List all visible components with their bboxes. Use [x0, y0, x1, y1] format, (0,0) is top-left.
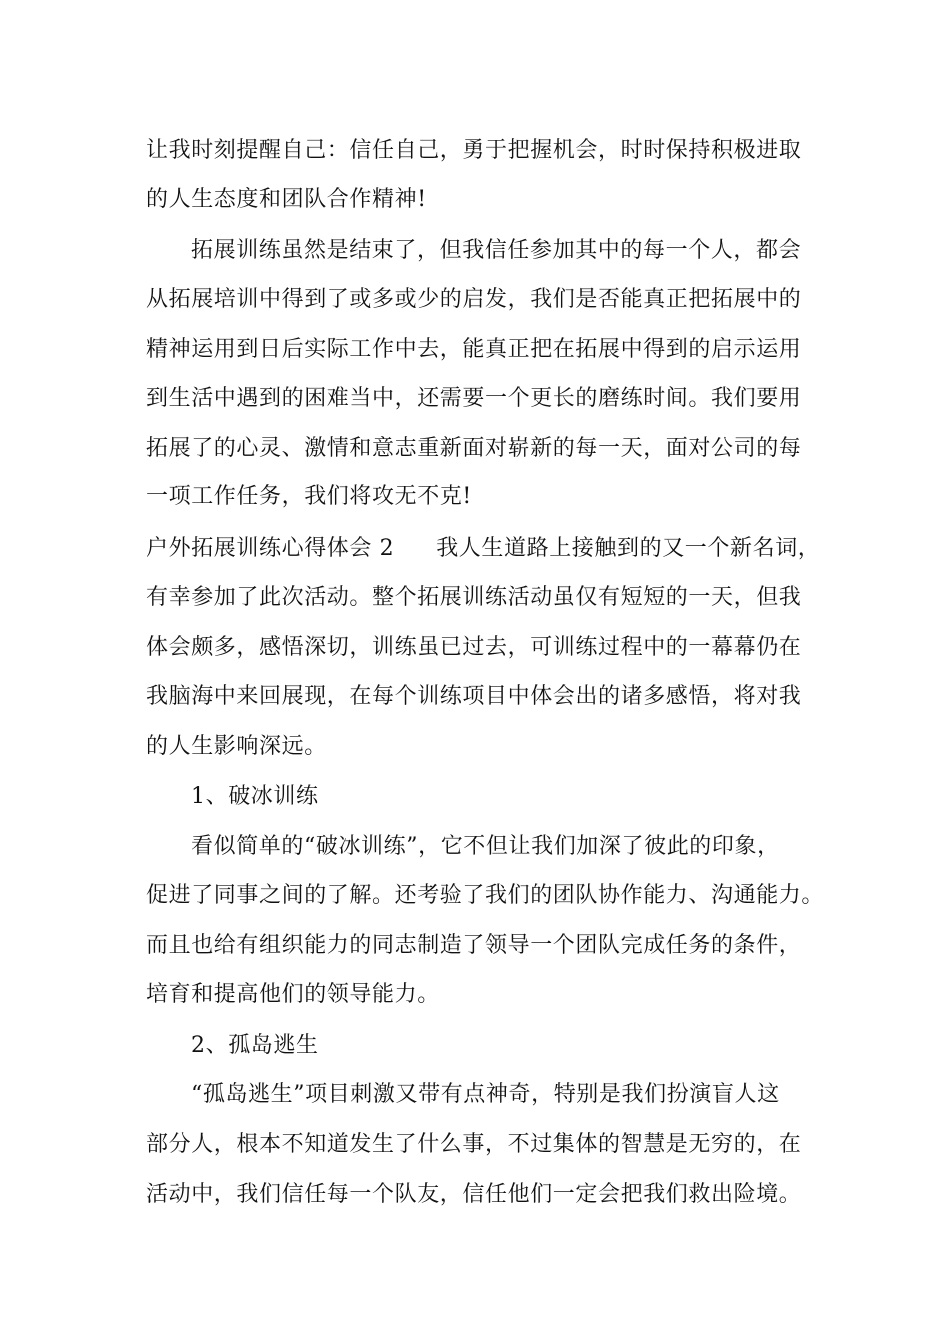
- section-title: 户外拓展训练心得体会 2: [146, 536, 395, 561]
- paragraph-line: 精神运用到日后实际工作中去，能真正把在拓展中得到的启示运用: [146, 337, 802, 362]
- paragraph-line: 培育和提高他们的领导能力。: [146, 982, 440, 1007]
- paragraph-line: 拓展了的心灵、激情和意志重新面对崭新的每一天，面对公司的每: [146, 436, 802, 461]
- paragraph-line: “孤岛逃生”项目刺激又带有点神奇，特别是我们扮演盲人这: [191, 1082, 780, 1107]
- paragraph-line: 的人生影响深远。: [146, 734, 327, 759]
- paragraph-line: 有幸参加了此次活动。整个拓展训练活动虽仅有短短的一天，但我: [146, 585, 802, 610]
- paragraph-line: 一项工作任务，我们将攻无不克!: [146, 484, 472, 509]
- section-heading-line: [146, 534, 820, 564]
- paragraph-line: 拓展训练虽然是结束了，但我信任参加其中的每一个人，都会: [191, 238, 802, 263]
- section-lead-text: 我人生道路上接触到的又一个新名词，: [436, 536, 821, 561]
- paragraph-line: 我脑海中来回展现，在每个训练项目中体会出的诸多感悟，将对我: [146, 684, 802, 709]
- paragraph-line: 体会颇多，感悟深切，训练虽已过去，可训练过程中的一幕幕仍在: [146, 635, 802, 660]
- paragraph-line: 到生活中遇到的困难当中，还需要一个更长的磨练时间。我们要用: [146, 386, 802, 411]
- paragraph-line: 部分人，根本不知道发生了什么事，不过集体的智慧是无穷的，在: [146, 1132, 802, 1157]
- paragraph-line: 而且也给有组织能力的同志制造了领导一个团队完成任务的条件，: [146, 933, 802, 958]
- subheading-line: 2、孤岛逃生: [191, 1033, 319, 1058]
- subheading-line: 1、破冰训练: [191, 784, 319, 809]
- paragraph-line: 让我时刻提醒自己：信任自己，勇于把握机会，时时保持积极进取: [146, 138, 802, 163]
- paragraph-line: 活动中，我们信任每一个队友，信任他们一定会把我们救出险境。: [146, 1182, 802, 1207]
- paragraph-line: 促进了同事之间的了解。还考验了我们的团队协作能力、沟通能力。: [146, 883, 825, 908]
- paragraph-line: 的人生态度和团队合作精神!: [146, 187, 427, 212]
- paragraph-line: 从拓展培训中得到了或多或少的启发，我们是否能真正把拓展中的: [146, 287, 802, 312]
- paragraph-line: 看似简单的“破冰训练”，它不但让我们加深了彼此的印象，: [191, 834, 780, 859]
